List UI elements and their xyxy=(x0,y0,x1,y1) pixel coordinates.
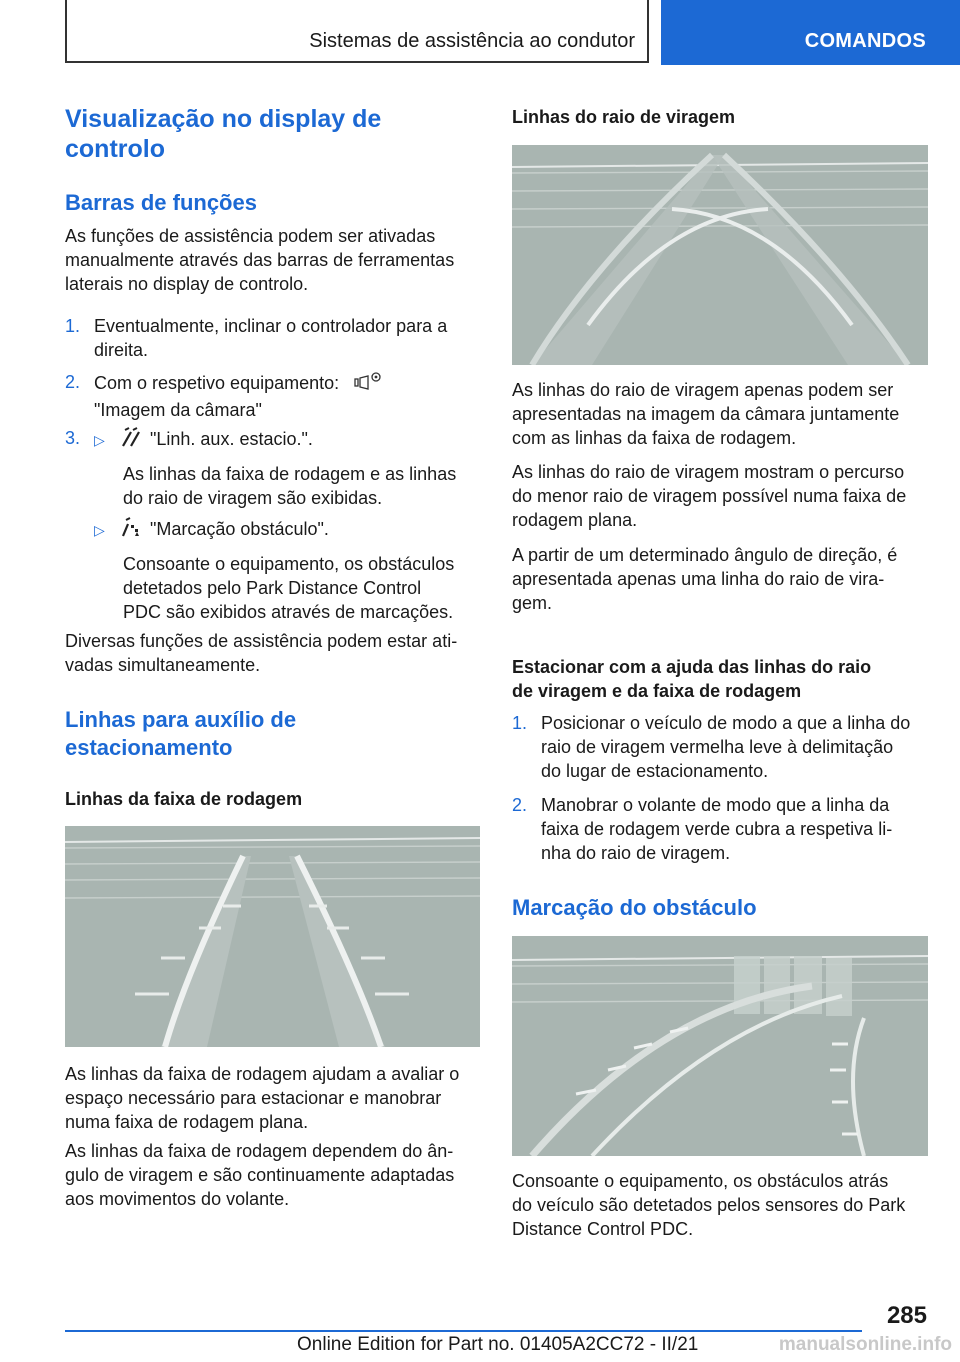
text-line: Eventualmente, inclinar o controlador para a xyxy=(94,316,448,336)
turn-paragraph-3 xyxy=(512,543,932,615)
text-line: do lugar de estacionamento. xyxy=(541,761,769,781)
step-number: 2. xyxy=(512,795,528,815)
heading-line: controlo xyxy=(65,135,165,163)
step-number: 2. xyxy=(65,372,81,392)
parking-step-1 xyxy=(512,711,930,783)
heading-line: estacionamento xyxy=(65,735,233,760)
text-line: numa faixa de rodagem plana. xyxy=(65,1112,309,1132)
chapter-title: COMANDOS xyxy=(804,30,926,52)
bullet-label: "Linh. aux. estacio.". xyxy=(150,429,313,449)
step-number: 3. xyxy=(65,428,81,448)
turn-paragraph-1 xyxy=(512,378,932,450)
bullet-marker: ▷ xyxy=(94,522,105,538)
step-number: 1. xyxy=(512,713,528,733)
text-line: faixa de rodagem verde cubra a respetiva li- xyxy=(541,819,893,839)
bullet-marker: ▷ xyxy=(94,432,105,448)
header-section-box xyxy=(65,0,649,63)
text-line: "Imagem da câmara" xyxy=(94,400,262,420)
simultaneous-paragraph xyxy=(65,629,485,677)
step-2 xyxy=(65,370,480,422)
text-line: com as linhas da faixa de rodagem. xyxy=(512,428,797,448)
heading-turn-lines: Linhas do raio de viragem xyxy=(512,107,736,127)
text-line: rodagem plana. xyxy=(512,510,638,530)
bullet-obstacle xyxy=(94,516,480,624)
heading-line: Visualização no display de xyxy=(65,105,382,133)
text-line: As linhas da faixa de rodagem dependem do ân- xyxy=(65,1141,454,1161)
turn-paragraph-2 xyxy=(512,460,932,532)
heading-line: Linhas para auxílio de xyxy=(65,707,297,732)
parking-lines-icon xyxy=(120,426,142,454)
heading-parking-help xyxy=(512,655,932,703)
text-line: Diversas funções de assistência podem estar ati- xyxy=(65,631,458,651)
step-number: 1. xyxy=(65,316,81,336)
obstacle-paragraph xyxy=(512,1169,932,1241)
heading-line: de viragem e da faixa de rodagem xyxy=(512,681,802,701)
text-line: aos movimentos do volante. xyxy=(65,1189,290,1209)
text-line: gulo de viragem e são continuamente adaptadas xyxy=(65,1165,455,1185)
text-line: Manobrar o volante de modo que a linha da xyxy=(541,795,890,815)
lane-paragraph-1 xyxy=(65,1062,485,1134)
text-line: apresentadas na imagem da câmara juntamente xyxy=(512,404,900,424)
heading-function-bars: Barras de funções xyxy=(65,190,257,215)
text-line: As linhas da faixa de rodagem e as linhas xyxy=(123,464,457,484)
lane-paragraph-2 xyxy=(65,1139,485,1211)
text-line: apresentada apenas uma linha do raio de vira- xyxy=(512,569,885,589)
figure-obstacle-marking xyxy=(512,936,928,1156)
camera-settings-icon xyxy=(354,370,384,398)
page-number: 285 xyxy=(886,1302,927,1329)
text-line: As linhas da faixa de rodagem ajudam a avaliar o xyxy=(65,1064,460,1084)
text-line: direita. xyxy=(94,340,149,360)
heading-obstacle: Marcação do obstáculo xyxy=(512,895,757,920)
text-line: laterais no display de controlo. xyxy=(65,274,309,294)
text-line: manualmente através das barras de ferramentas xyxy=(65,250,455,270)
footer-rule xyxy=(65,1330,862,1332)
text-line: Posicionar o veículo de modo a que a linha do xyxy=(541,713,911,733)
text-line: Consoante o equipamento, os obstáculos atrás xyxy=(512,1171,889,1191)
heading-display-view xyxy=(65,104,381,164)
heading-lane-lines: Linhas da faixa de rodagem xyxy=(65,789,303,809)
text-line: Distance Control PDC. xyxy=(512,1219,694,1239)
bullet-parking-lines xyxy=(94,426,480,510)
footer-watermark: manualsonline.info xyxy=(778,1334,952,1355)
figure-turn-radius xyxy=(512,145,928,365)
text-line: do raio de viragem são exibidas. xyxy=(123,488,383,508)
footer-edition: Online Edition for Part no. 01405A2CC72 - II/21 xyxy=(297,1334,699,1355)
text-line: espaço necessário para estacionar e manobrar xyxy=(65,1088,442,1108)
text-line: gem. xyxy=(512,593,553,613)
heading-line: Estacionar com a ajuda das linhas do raio xyxy=(512,657,872,677)
text-line: do menor raio de viragem possível numa faixa de xyxy=(512,486,907,506)
obstacle-marking-icon xyxy=(120,516,142,544)
text-line: A partir de um determinado ângulo de direção, é xyxy=(512,545,898,565)
text-line: do veículo são detetados pelos sensores do Park xyxy=(512,1195,906,1215)
header-chapter-box xyxy=(661,0,960,65)
text-line: PDC são exibidos através de marcações. xyxy=(123,602,454,622)
text-line: vadas simultaneamente. xyxy=(65,655,261,675)
text-line: As linhas do raio de viragem mostram o percurso xyxy=(512,462,905,482)
text-line: Consoante o equipamento, os obstáculos xyxy=(123,554,455,574)
text-line: As funções de assistência podem ser ativadas xyxy=(65,226,436,246)
text-line: detetados pelo Park Distance Control xyxy=(123,578,422,598)
text-line: raio de viragem vermelha leve à delimitação xyxy=(541,737,894,757)
text-line: As linhas do raio de viragem apenas podem ser xyxy=(512,380,894,400)
heading-parking-lines xyxy=(65,706,296,762)
bullet-label: "Marcação obstáculo". xyxy=(150,519,329,539)
text-line: nha do raio de viragem. xyxy=(541,843,731,863)
text-line: Com o respetivo equipamento: xyxy=(94,373,340,393)
section-title: Sistemas de assistência ao condutor xyxy=(309,30,635,52)
parking-step-2 xyxy=(512,793,930,865)
intro-paragraph xyxy=(65,224,485,296)
step-1 xyxy=(65,314,480,362)
figure-lane-lines xyxy=(65,826,480,1047)
